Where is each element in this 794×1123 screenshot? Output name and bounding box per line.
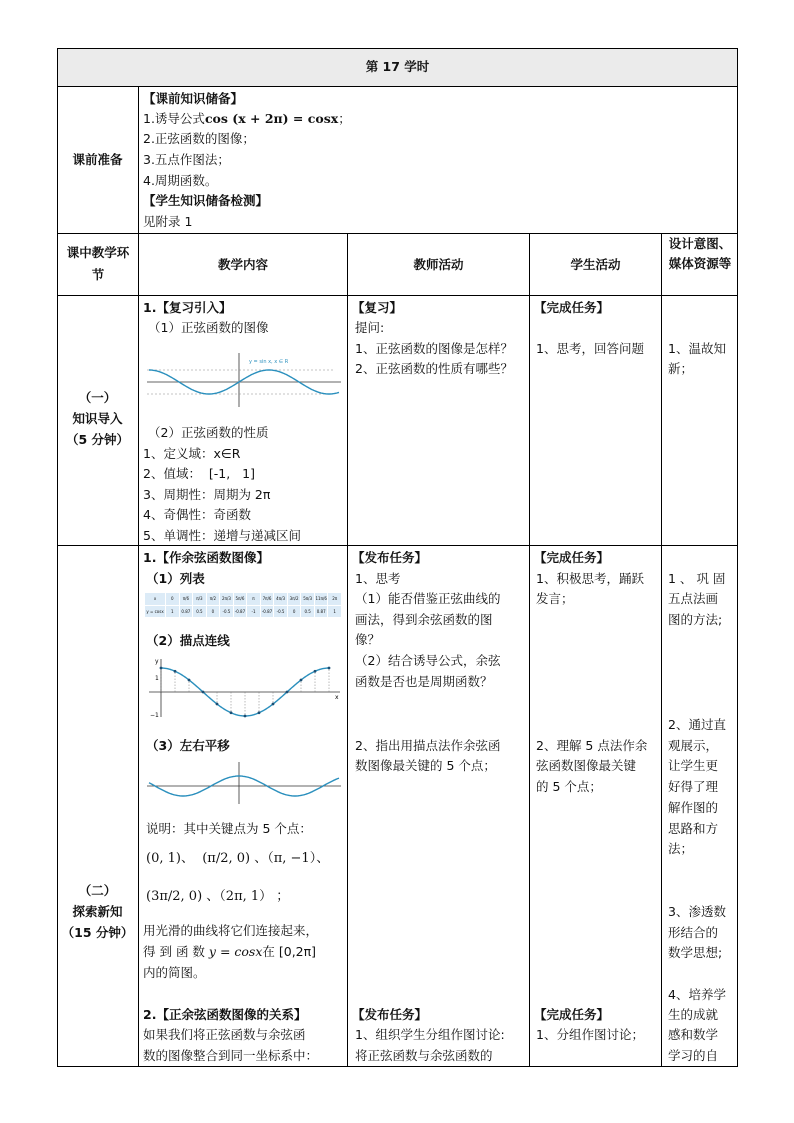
header-col-intent: 设计意图、媒体资源等 <box>668 236 732 271</box>
page-title: 第 17 学时 <box>365 59 430 74</box>
sec2-student-line: 发言； <box>536 591 574 606</box>
pre-item-1: 1.诱导公式cos (x + 2π) = cosx； <box>143 111 351 126</box>
table-value-cell: 0.5 <box>301 606 315 618</box>
table-header-cell: 2π/3 <box>220 593 234 605</box>
sec2-teacher-line: （1）能否借鉴正弦曲线的 <box>355 591 501 606</box>
sec2-intent-line: 观展示， <box>668 738 719 753</box>
sec1-prop-domain: 1、定义域：x∈R <box>143 446 241 461</box>
table-header-cell: π <box>247 593 261 605</box>
table-value-cell: -1 <box>247 606 261 618</box>
sec2-teacher-line: 像？ <box>355 632 381 647</box>
table-header-cell: 3π/2 <box>288 593 302 605</box>
pre-item-4: 4.周期函数。 <box>143 173 218 188</box>
sec2-title2: 2.【正余弦函数图像的关系】 <box>143 1007 307 1022</box>
sec2-step2: （2）描点连线 <box>146 633 230 648</box>
sec2-keypoints-row2: (3π/2, 0) 、（2π, 1） ； <box>146 889 290 904</box>
sec2-step1: （1）列表 <box>146 571 205 586</box>
table-value-cell: 0.5 <box>193 606 207 618</box>
sec1-content-title: 1.【复习引入】 <box>143 300 232 315</box>
table-header-cell: 0 <box>166 593 180 605</box>
plot-point <box>230 711 233 714</box>
header-col-teacher: 教师活动 <box>413 257 464 272</box>
sec2-teacher-line: 1、组织学生分组作图讨论: <box>355 1027 505 1042</box>
table-header-cell: 11π/6 <box>315 593 329 605</box>
sec2-intent-line: 数学思想; <box>668 945 723 960</box>
sec2-relation-line2: 数的图像整合到同一坐标系中： <box>143 1048 319 1063</box>
sec1-teacher-line: 1、正弦函数的图像是怎样？ <box>355 341 513 356</box>
sec2-teacher-line: 数图像最关键的 5 个点； <box>355 758 496 773</box>
table-header-cell: 4π/3 <box>274 593 288 605</box>
sec2-keypoints-note: 说明：其中关键点为 5 个点： <box>146 821 312 836</box>
pre-heading-knowledge: 【课前知识储备】 <box>143 91 244 106</box>
sec2-label-num: （二） <box>78 883 117 898</box>
sec2-teacher-line: 函数是否也是周期函数？ <box>355 674 493 689</box>
sec2-student-line: 弦函数图像最关键 <box>536 758 637 773</box>
plot-point <box>314 670 317 673</box>
svg-text:x: x <box>335 694 339 701</box>
sec2-intent-line: 学习的自 <box>668 1048 719 1063</box>
table-header-cell: π/3 <box>193 593 207 605</box>
sec2-label-name: 探索新知 <box>72 904 123 919</box>
pre-row-label: 课前准备 <box>72 152 123 167</box>
pre-heading-check: 【学生知识储备检测】 <box>143 193 269 208</box>
svg-text:y: y <box>155 658 159 665</box>
sec1-prop-parity: 4、奇偶性：奇函数 <box>143 507 251 522</box>
sec2-teacher-line: 将正弦函数与余弦函数的 <box>355 1048 493 1063</box>
table-value-cell: 0 <box>288 606 302 618</box>
plot-point <box>174 670 177 673</box>
sec2-intent-line: 2、通过直 <box>668 717 726 732</box>
table-header-cell: 7π/6 <box>261 593 275 605</box>
sec1-teacher-line: 提问: <box>355 320 385 335</box>
table-value-cell: y = cosx <box>145 606 166 618</box>
table-value-cell: -0.87 <box>234 606 248 618</box>
header-col-student: 学生活动 <box>570 257 621 272</box>
sec2-intent-line: 让学生更 <box>668 758 719 773</box>
cos-point-plot <box>145 655 343 720</box>
sec1-prop-monotonic: 5、单调性：递增与递减区间 <box>143 528 301 543</box>
sec2-teacher-title2: 【发布任务】 <box>352 1007 428 1022</box>
sec2-student-line: 的 5 个点； <box>536 779 602 794</box>
table-value-cell: 0.87 <box>315 606 329 618</box>
cos-shift-graph <box>145 760 343 806</box>
table-header-cell: 2π <box>328 593 342 605</box>
table-value-cell: 0 <box>207 606 221 618</box>
sine-graph-label: y = sin x, x ∈ R <box>249 359 289 365</box>
sec2-intent-line: 感和数学 <box>668 1027 719 1042</box>
table-header-cell: 5π/3 <box>301 593 315 605</box>
sec1-label-time: （5 分钟） <box>65 432 130 447</box>
sec2-intent-line: 1 、 巩 固 <box>668 571 726 586</box>
sec2-student-title: 【完成任务】 <box>534 550 610 565</box>
sec2-student-line: 1、积极思考，踊跃 <box>536 571 644 586</box>
sec2-connect-line3: 内的简图。 <box>143 965 206 980</box>
sec1-intent-line: 1、温故知 <box>668 341 726 356</box>
sec1-student-title: 【完成任务】 <box>534 300 610 315</box>
table-value-cell: 1 <box>166 606 180 618</box>
sec2-step3: （3）左右平移 <box>146 738 230 753</box>
table-header-cell: 5π/6 <box>234 593 248 605</box>
sec2-label-time: （15 分钟） <box>61 925 134 940</box>
table-value-cell: 0.87 <box>180 606 194 618</box>
sec2-intent-line: 法； <box>668 841 694 856</box>
table-header-cell: x <box>145 593 166 605</box>
sec1-intent-line: 新； <box>668 361 694 376</box>
plot-point <box>258 711 261 714</box>
svg-text:−1: −1 <box>150 712 159 719</box>
pre-item-3: 3.五点作图法； <box>143 152 230 167</box>
sec2-title1: 1.【作余弦函数图像】 <box>143 550 269 565</box>
sec2-intent-line: 生的成就 <box>668 1007 719 1022</box>
sec2-intent-line: 3、渗透数 <box>668 904 726 919</box>
pre-appendix: 见附录 1 <box>143 214 193 229</box>
sec2-student-title2: 【完成任务】 <box>534 1007 610 1022</box>
sec2-student-line: 1、分组作图讨论； <box>536 1027 644 1042</box>
sec1-sub1: （1）正弦函数的图像 <box>148 320 269 335</box>
sec2-intent-line: 解作图的 <box>668 800 719 815</box>
sec2-intent-line: 图的方法; <box>668 612 723 627</box>
sec2-relation-line1: 如果我们将正弦函数与余弦函 <box>143 1027 306 1042</box>
sec1-prop-range: 2、值域： [-1, 1] <box>143 466 255 481</box>
sec1-sub2: （2）正弦函数的性质 <box>148 425 269 440</box>
sec2-teacher-line: （2）结合诱导公式，余弦 <box>355 653 501 668</box>
sec2-teacher-title: 【发布任务】 <box>352 550 428 565</box>
sec2-intent-line: 五点法画 <box>668 591 719 606</box>
sec1-label-num: （一） <box>78 390 117 405</box>
header-col-content: 教学内容 <box>217 257 268 272</box>
table-header-cell: π/6 <box>180 593 194 605</box>
svg-text:1: 1 <box>155 675 159 682</box>
header-col-stage: 课中教学环节 <box>66 245 130 282</box>
sine-graph <box>145 351 343 409</box>
sec2-student-line: 2、理解 5 点法作余 <box>536 738 648 753</box>
sec1-prop-period: 3、周期性：周期为 2π <box>143 487 271 502</box>
sec1-student-line: 1、思考，回答问题 <box>536 341 644 356</box>
table-header-cell: π/2 <box>207 593 221 605</box>
sec2-intent-line: 形结合的 <box>668 925 719 940</box>
sec2-keypoints-row1: (0, 1)、 (π/2, 0) 、（π, −1）、 <box>146 851 330 866</box>
table-value-cell: -0.5 <box>274 606 288 618</box>
sec2-intent-line: 好得了理 <box>668 779 719 794</box>
table-value-cell: -0.87 <box>261 606 275 618</box>
sec1-teacher-title: 【复习】 <box>352 300 403 315</box>
cos-value-table <box>145 593 342 617</box>
sec1-teacher-line: 2、正弦函数的性质有哪些？ <box>355 361 513 376</box>
sec1-label-name: 知识导入 <box>72 411 123 426</box>
pre-item-2: 2.正弦函数的图像； <box>143 131 255 146</box>
table-value-cell: 1 <box>328 606 342 618</box>
sec2-connect-line2: 得 到 函 数 y = cosx在 [0,2π] <box>143 944 317 959</box>
sec2-teacher-line: 1、思考 <box>355 571 401 586</box>
table-value-cell: -0.5 <box>220 606 234 618</box>
sec2-teacher-line: 画法，得到余弦函数的图 <box>355 612 493 627</box>
sec2-teacher-line: 2、指出用描点法作余弦函 <box>355 738 501 753</box>
sec2-connect-line1: 用光滑的曲线将它们连接起来， <box>143 923 319 938</box>
sec2-intent-line: 4、培养学 <box>668 987 726 1002</box>
sec2-intent-line: 思路和方 <box>668 821 719 836</box>
